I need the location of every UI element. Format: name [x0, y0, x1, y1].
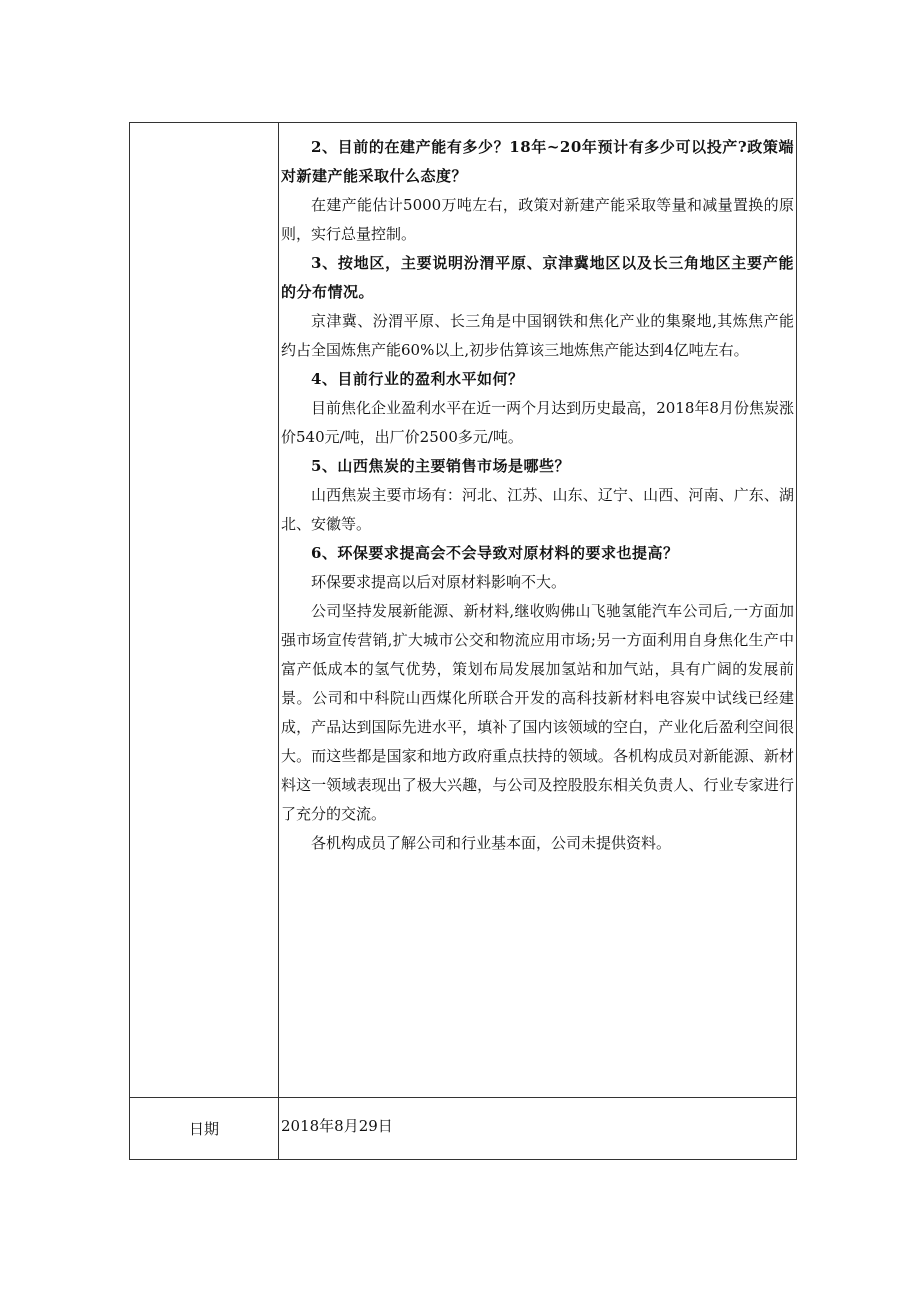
- answer-2: 在建产能估计5000万吨左右，政策对新建产能采取等量和减量置换的原则，实行总量控制。: [281, 196, 794, 243]
- question-6: 6、环保要求提高会不会导致对原材料的要求也提高？: [311, 544, 679, 562]
- question-2: 2、目前的在建产能有多少？18年~20年预计有多少可以投产?政策端对新建产能采取什么态度？: [281, 138, 794, 185]
- answer-6: 环保要求提高以后对原材料影响不大。: [311, 573, 567, 591]
- date-row: [130, 1098, 797, 1160]
- date-value: 2018年8月29日: [279, 1098, 797, 1160]
- answer-5: 山西焦炭主要市场有：河北、江苏、山东、辽宁、山西、河南、广东、湖北、安徽等。: [281, 486, 794, 533]
- answer-4: 目前焦化企业盈利水平在近一两个月达到历史最高，2018年8月份焦炭涨价540元/吨，出厂价2500多元/吨。: [281, 399, 794, 446]
- content-row: [130, 123, 797, 1098]
- answer-3: 京津冀、汾渭平原、长三角是中国钢铁和焦化产业的集聚地,其炼焦产能约占全国炼焦产能60%以上,初步估算该三地炼焦产能达到4亿吨左右。: [281, 312, 794, 359]
- company-strategy-paragraph: 公司坚持发展新能源、新材料,继收购佛山飞驰氢能汽车公司后,一方面加强市场宣传营销,扩大城市公交和物流应用市场;另一方面利用自身焦化生产中富产低成本的氢气优势，策划布局发展加氢站和加气站，具有广阔的发展前景。公司和中科院山西煤化所联合开发的高科技新材料电容炭中试线已经建成，产品达到国际先进水平，填补了国内该领域的空白，产业化后盈利空间很大。而这些都是国家和地方政府重点扶持的领域。各机构成员对新能源、新材料这一领域表现出了极大兴趣，与公司及控股股东相关负责人、行业专家进行了充分的交流。: [281, 602, 794, 823]
- closing-note: 各机构成员了解公司和行业基本面，公司未提供资料。: [311, 834, 672, 852]
- question-5: 5、山西焦炭的主要销售市场是哪些？: [311, 457, 570, 475]
- content-cell: [279, 123, 797, 1098]
- question-4: 4、目前行业的盈利水平如何？: [311, 370, 524, 388]
- question-3: 3、按地区，主要说明汾渭平原、京津冀地区以及长三角地区主要产能的分布情况。: [281, 254, 794, 301]
- date-label: 日期: [130, 1098, 279, 1160]
- record-table: [129, 122, 797, 1160]
- left-label-cell: [130, 123, 279, 1098]
